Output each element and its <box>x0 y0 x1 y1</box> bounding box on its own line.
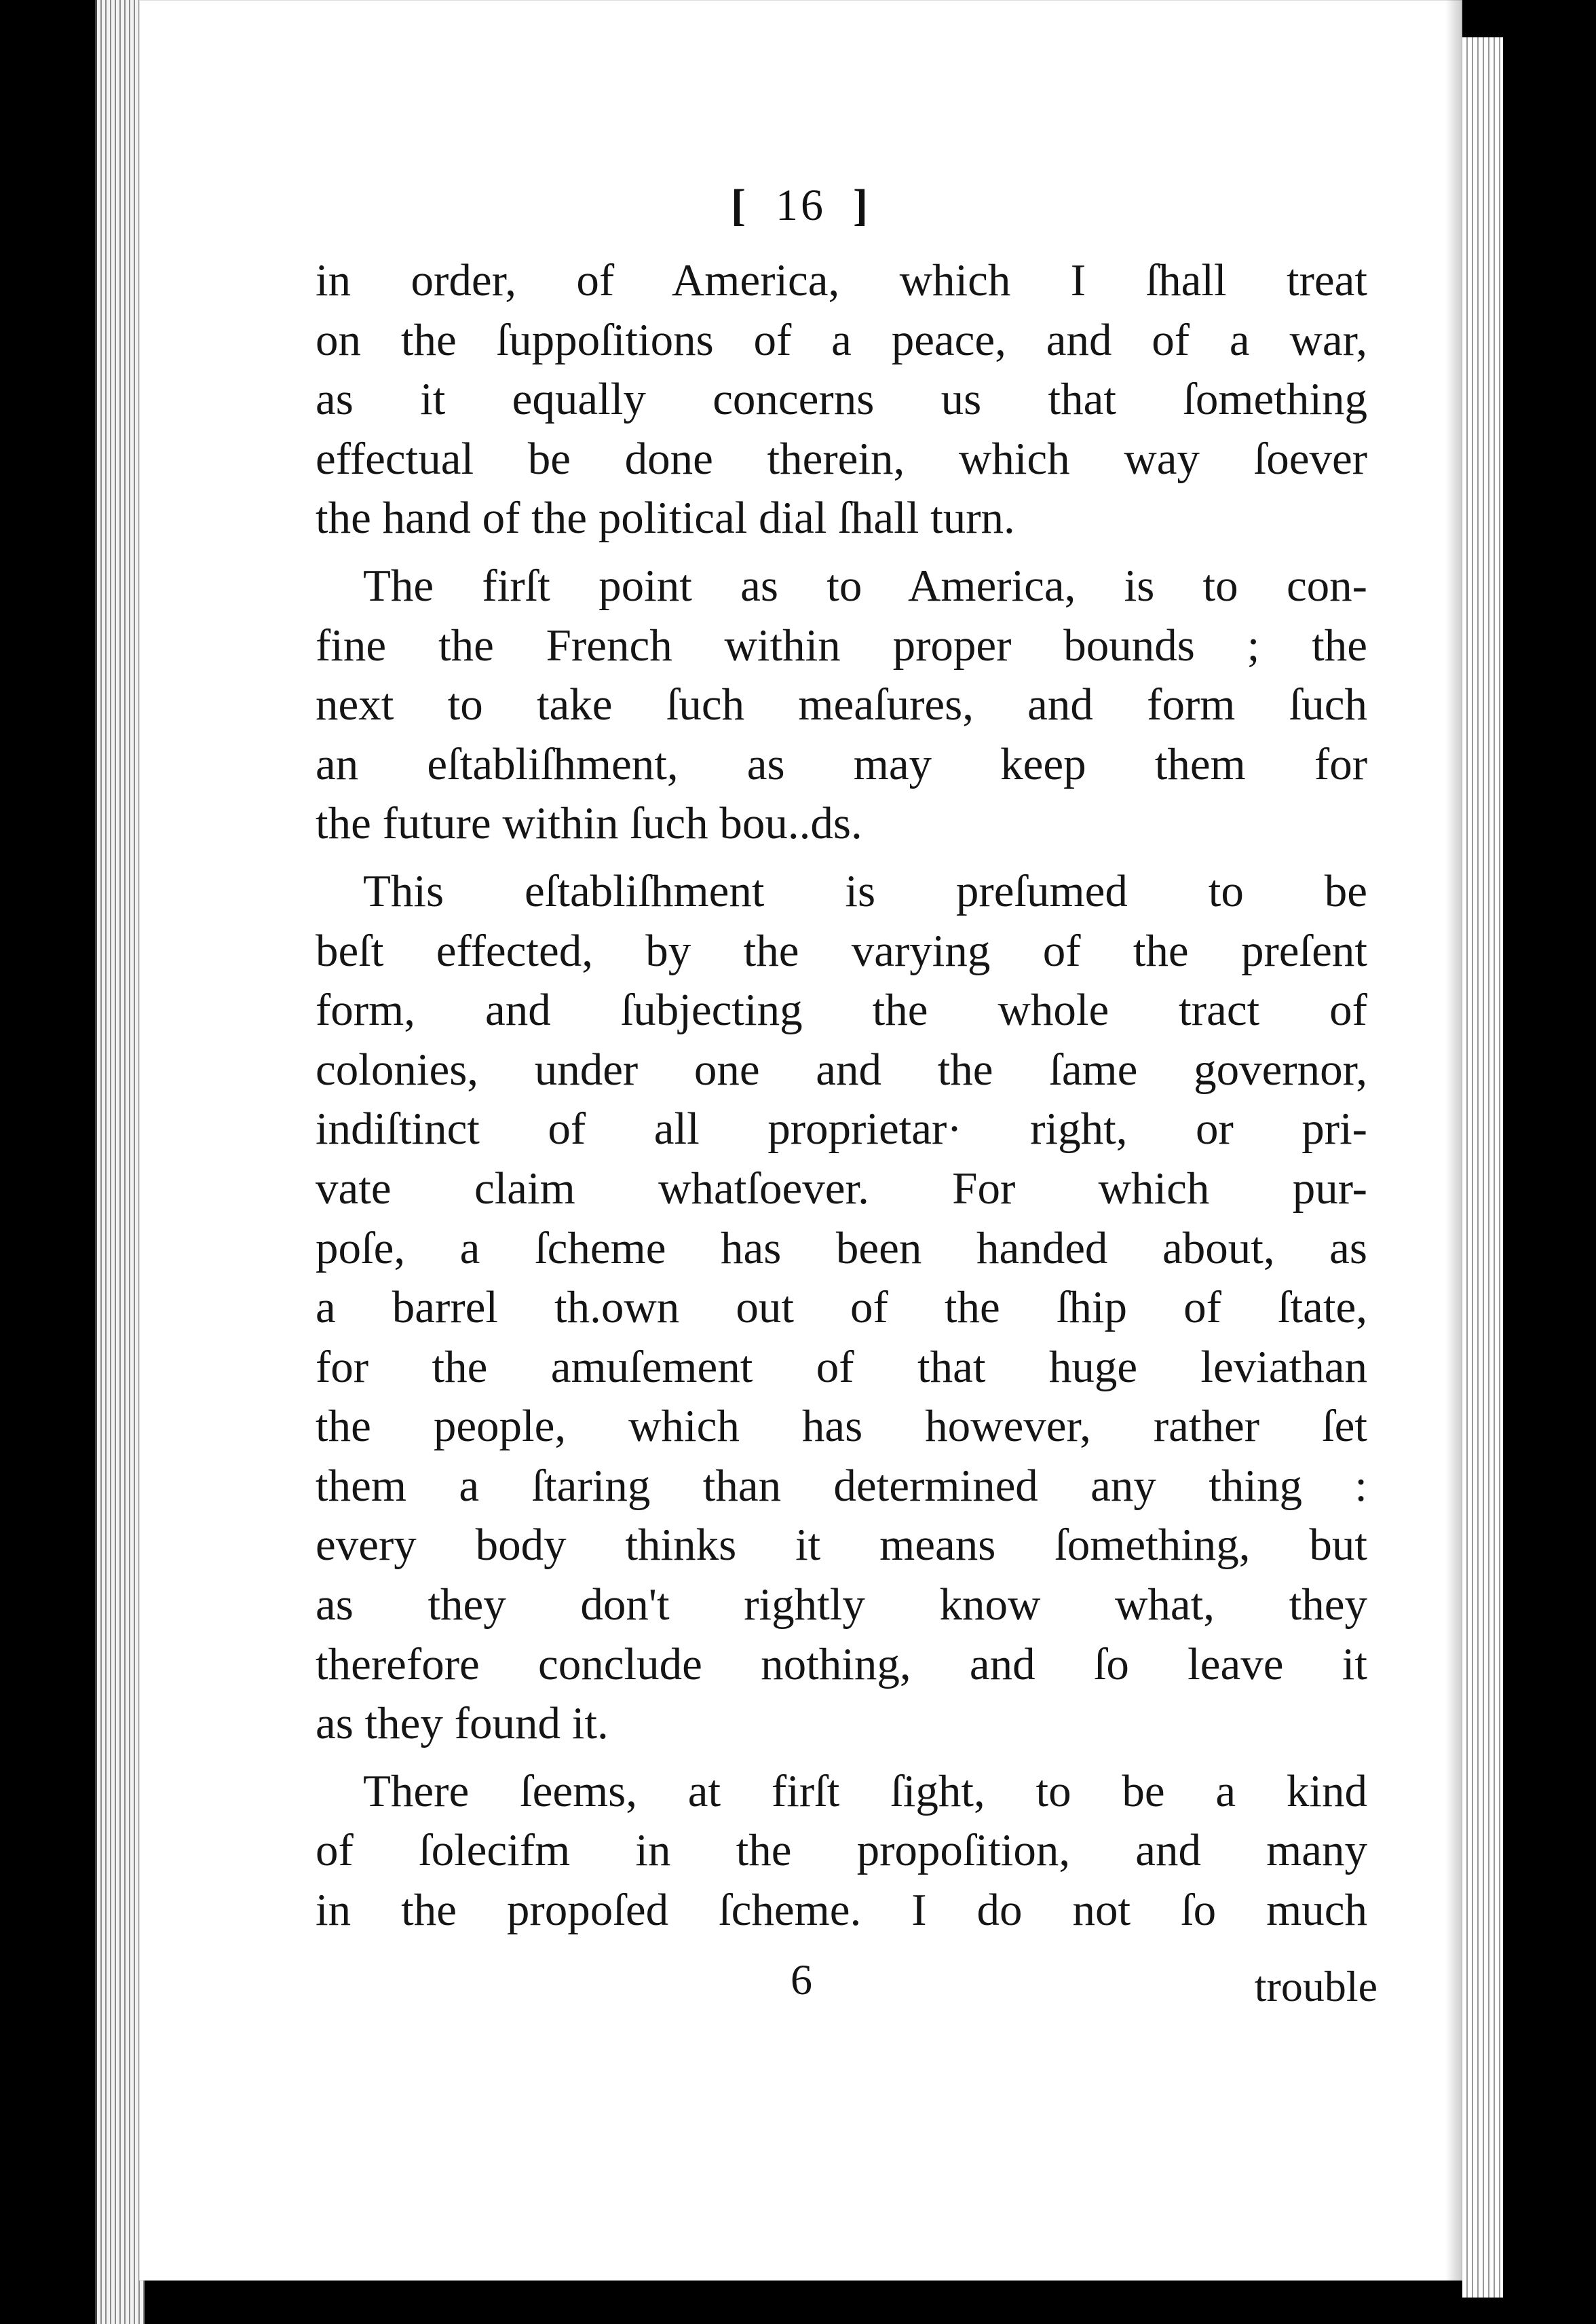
text-line: the future within ſuch bou..ds. <box>316 798 862 849</box>
signature-mark: 6 <box>791 1955 812 2004</box>
paragraph <box>316 862 1367 1754</box>
text-line: in the propoſed ſcheme. I do not ſo much <box>316 1885 1367 1936</box>
header-right-bracket: ] <box>853 181 871 230</box>
text-line: therefore conclude nothing, and ſo leave it <box>316 1638 1367 1689</box>
text-line: as they found it. <box>316 1698 609 1749</box>
text-line: them a ſtaring than determined any thing : <box>316 1460 1367 1511</box>
text-line: of ſolecifm in the propoſition, and many <box>316 1825 1367 1876</box>
text-line: This eſtabliſhment is preſumed to be <box>363 865 1367 916</box>
text-line: fine the French within proper bounds ; the <box>316 620 1367 671</box>
text-line: colonies, under one and the ſame governor, <box>316 1044 1367 1095</box>
paragraph <box>316 557 1367 854</box>
text-line: every body thinks it means ſomething, but <box>316 1520 1367 1571</box>
text-line: the people, which has however, rather ſet <box>316 1401 1367 1452</box>
text-line: in order, of America, which I ſhall treat <box>316 255 1367 305</box>
page-header <box>139 180 1462 231</box>
text-line: form, and ſubjecting the whole tract of <box>316 985 1367 1036</box>
text-line: a barrel th.own out of the ſhip of ſtate, <box>316 1282 1367 1333</box>
text-line: poſe, a ſcheme has been handed about, as <box>316 1222 1367 1273</box>
header-left-bracket: [ <box>731 181 748 230</box>
text-line: as they don't rightly know what, they <box>316 1579 1367 1630</box>
text-line: There ſeems, at firſt ſight, to be a kind <box>363 1765 1367 1816</box>
catchword: trouble <box>1254 1962 1378 2010</box>
text-line: The firſt point as to America, is to con- <box>363 560 1367 611</box>
text-line: for the amuſement of that huge leviathan <box>316 1341 1367 1392</box>
book-page-edges-right <box>1462 37 1503 2298</box>
paragraph <box>316 251 1367 548</box>
paragraph <box>316 1762 1367 1941</box>
book-page-edges-left <box>95 0 145 2324</box>
text-line: indiſtinct of all proprietar· right, or pri- <box>316 1104 1367 1155</box>
body-text <box>316 251 1367 1941</box>
page-number: 16 <box>776 181 826 230</box>
page-footer <box>316 1955 1378 2016</box>
text-line: vate claim whatſoever. For which pur- <box>316 1163 1367 1214</box>
text-line: an eſtabliſhment, as may keep them for <box>316 738 1367 789</box>
text-line: next to take ſuch meaſures, and form ſuch <box>316 679 1367 730</box>
text-line: effectual be done therein, which way ſoever <box>316 433 1367 484</box>
text-line: as it equally concerns us that ſomething <box>316 374 1367 425</box>
text-line: the hand of the political dial ſhall turn. <box>316 493 1015 544</box>
text-line: on the ſuppoſitions of a peace, and of a war, <box>316 314 1367 365</box>
text-line: beſt effected, by the varying of the preſent <box>316 925 1367 976</box>
